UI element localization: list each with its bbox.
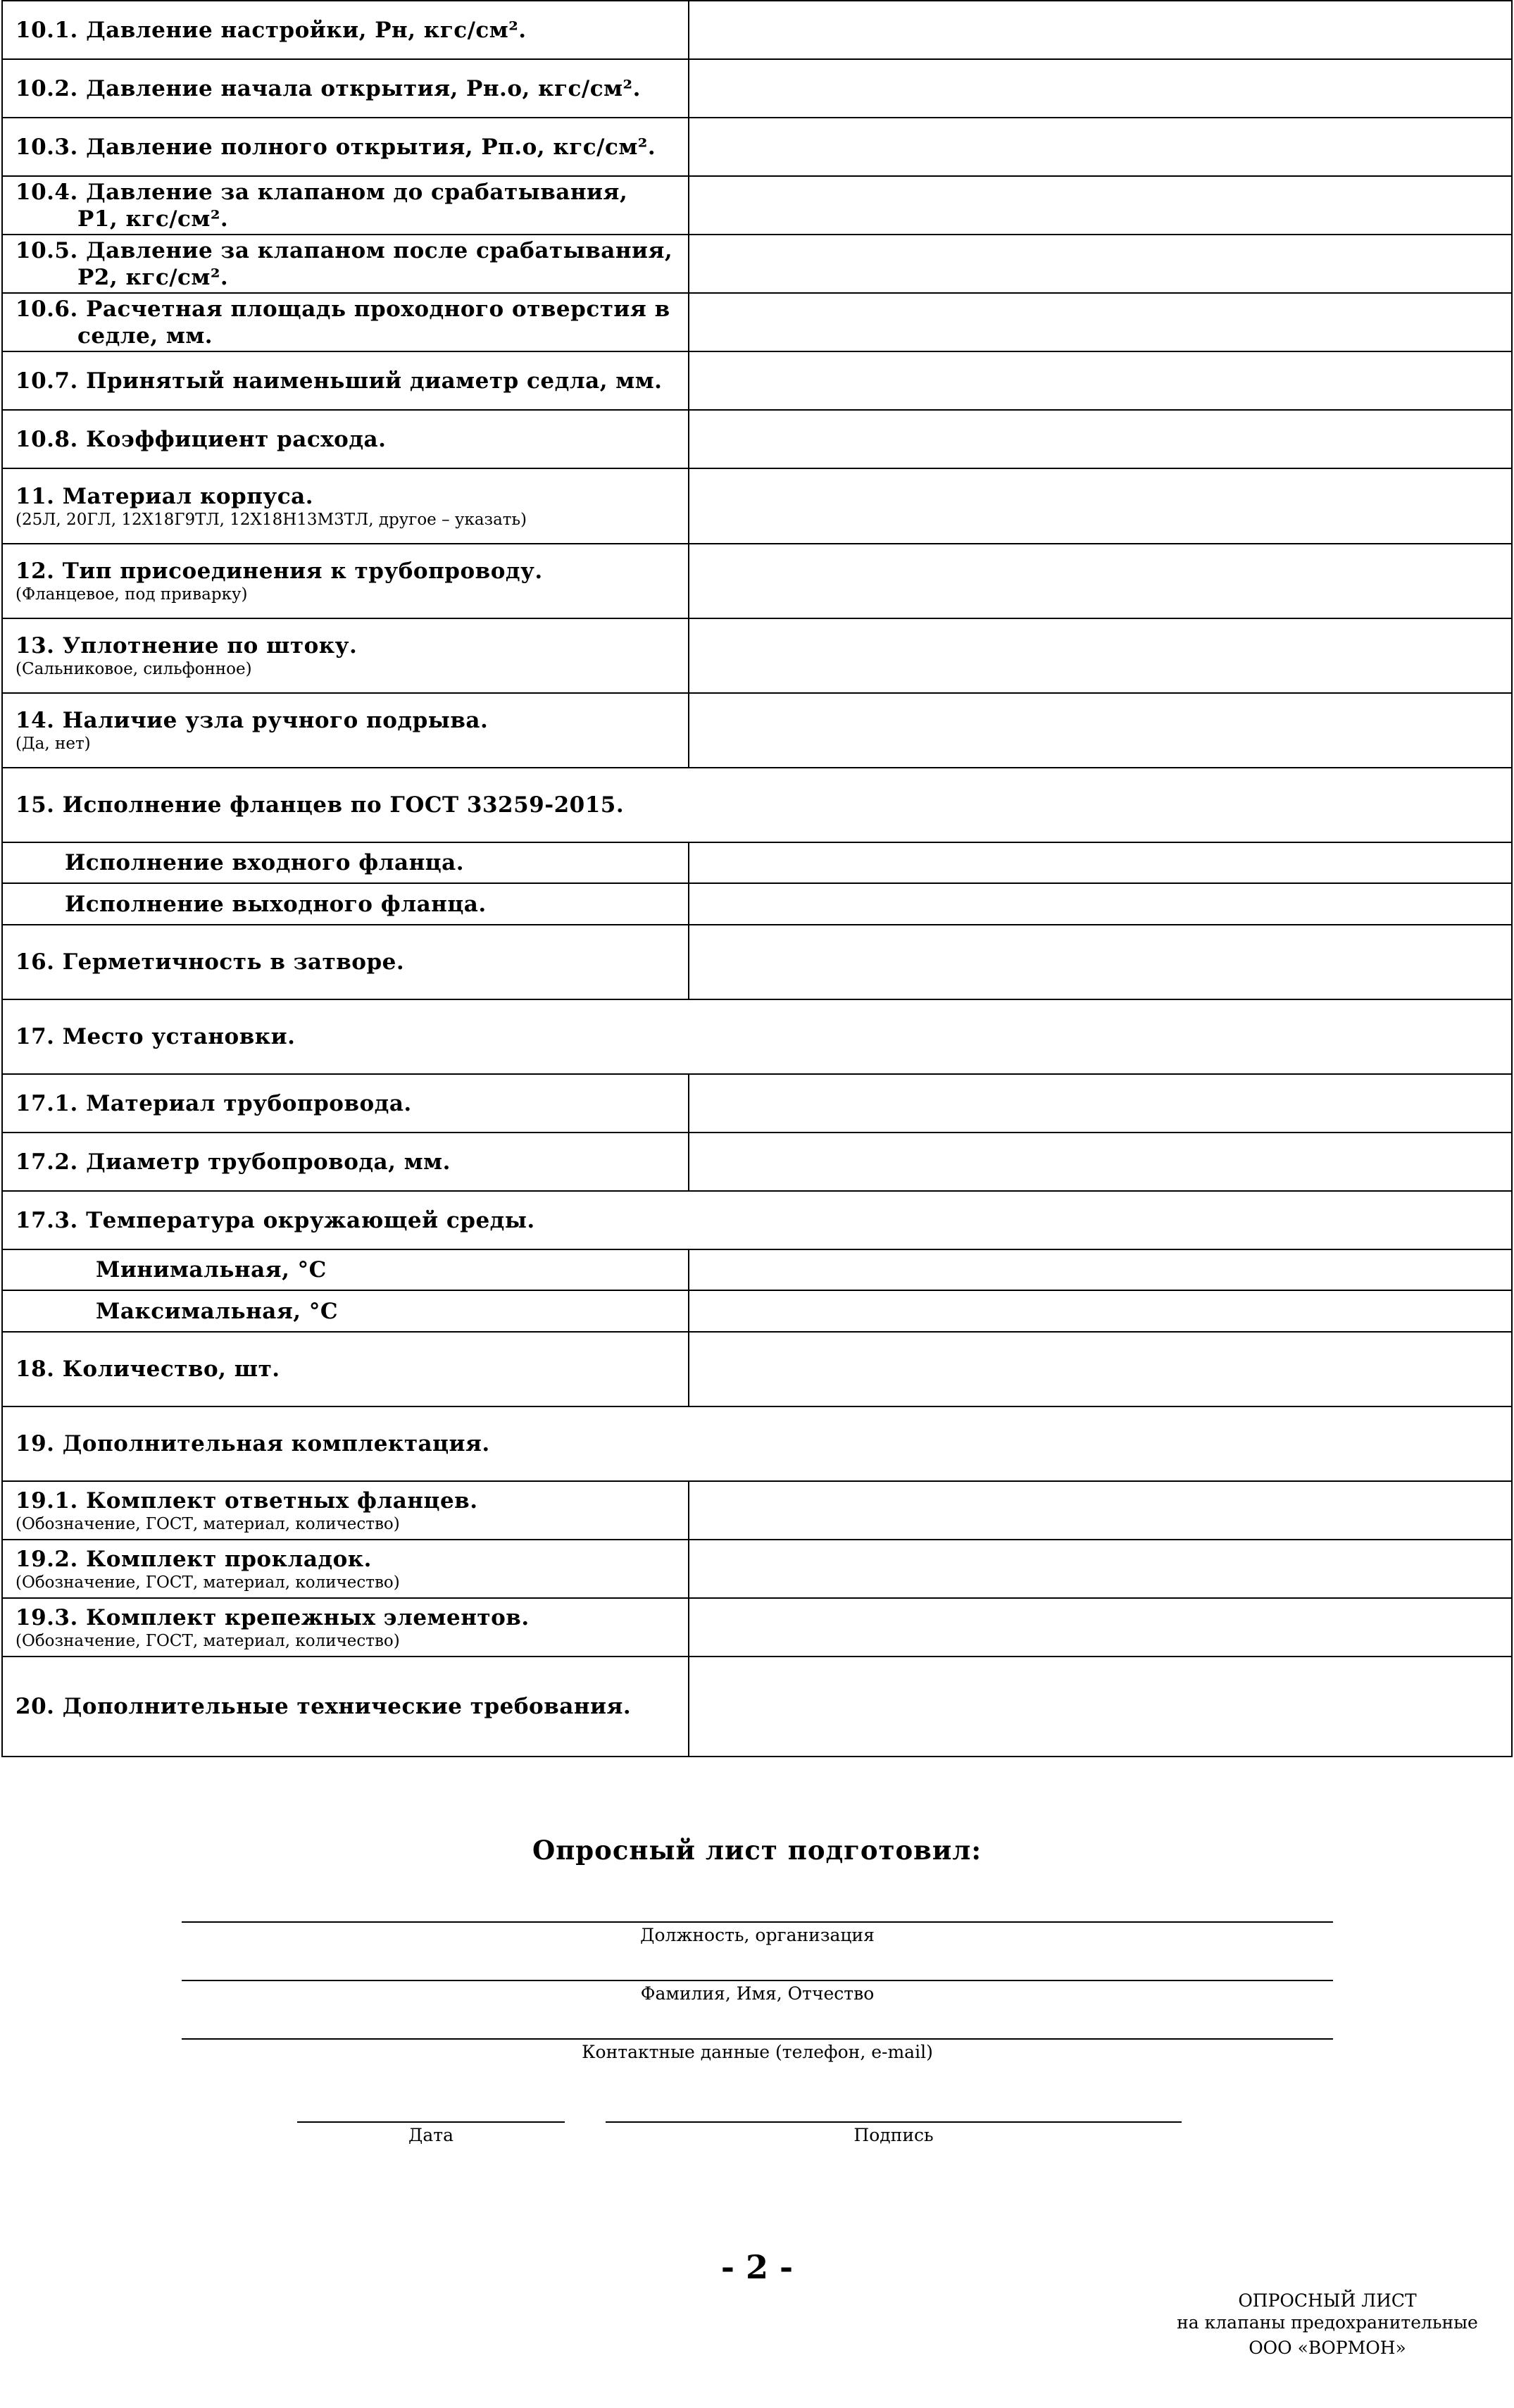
table-row (2, 883, 1512, 925)
position-caption: Должность, организация (640, 1925, 875, 1945)
contacts-signature-line[interactable] (182, 2038, 1333, 2040)
table-row (2, 768, 1512, 842)
table-row (2, 925, 1512, 999)
value-cell[interactable] (689, 544, 1512, 618)
table-row (2, 1481, 1512, 1540)
table-row (2, 1540, 1512, 1598)
table-row (2, 235, 1512, 293)
row-label: Максимальная, °С (2, 1290, 689, 1332)
footer-doc-subtitle: на клапаны предохранительные (1177, 2312, 1478, 2333)
table-row (2, 842, 1512, 883)
table-row (2, 1191, 1512, 1249)
table-row (2, 618, 1512, 693)
name-caption: Фамилия, Имя, Отчество (640, 1983, 875, 2004)
signature-heading: Опросный лист подготовил: (532, 1835, 982, 1866)
table-row (2, 351, 1512, 410)
value-cell[interactable] (689, 1, 1512, 59)
table-row (2, 1406, 1512, 1481)
row-label: Исполнение выходного фланца. (2, 883, 689, 925)
row-label: 17.1. Материал трубопровода. (2, 1074, 689, 1133)
row-label: 17.2. Диаметр трубопровода, мм. (2, 1133, 689, 1191)
row-hint: (25Л, 20ГЛ, 12Х18Г9ТЛ, 12Х18Н13М3ТЛ, другое – указать) (15, 510, 527, 529)
table-row (2, 293, 1512, 351)
table-row (2, 410, 1512, 468)
table-row (2, 1598, 1512, 1657)
row-label: 10.5. Давление за клапаном после срабатывания, P2, кгс/см². (2, 235, 689, 293)
value-cell[interactable] (689, 1290, 1512, 1332)
row-label: 14. Наличие узла ручного подрыва. (Да, нет) (2, 693, 689, 768)
value-cell[interactable] (689, 1133, 1512, 1191)
footer-doc-title: ОПРОСНЫЙ ЛИСТ (1238, 2290, 1417, 2311)
row-label: 19.3. Комплект крепежных элементов. (Обозначение, ГОСТ, материал, количество) (2, 1598, 689, 1657)
date-signature-line[interactable] (297, 2121, 565, 2123)
table-row (2, 999, 1512, 1074)
table-row (2, 59, 1512, 118)
row-label: 16. Герметичность в затворе. (2, 925, 689, 999)
value-cell[interactable] (689, 235, 1512, 293)
table-row (2, 1332, 1512, 1406)
value-cell[interactable] (689, 883, 1512, 925)
row-label: 10.1. Давление настройки, Pн, кгс/см². (2, 1, 689, 59)
row-hint: (Обозначение, ГОСТ, материал, количество) (15, 1573, 400, 1592)
row-label: 10.3. Давление полного открытия, Pп.о, кгс/см². (2, 118, 689, 176)
row-label: 10.2. Давление начала открытия, Pн.о, кгс/см². (2, 59, 689, 118)
value-cell[interactable] (689, 1657, 1512, 1757)
row-hint: (Обозначение, ГОСТ, материал, количество) (15, 1514, 400, 1533)
date-caption: Дата (408, 2125, 453, 2145)
row-label: 10.7. Принятый наименьший диаметр седла, мм. (2, 351, 689, 410)
row-label: 11. Материал корпуса. (25Л, 20ГЛ, 12Х18Г9ТЛ, 12Х18Н13М3ТЛ, другое – указать) (2, 468, 689, 544)
value-cell[interactable] (689, 1332, 1512, 1406)
row-label: 12. Тип присоединения к трубопроводу. (Фланцевое, под приварку) (2, 544, 689, 618)
value-cell[interactable] (689, 842, 1512, 883)
table-row (2, 1657, 1512, 1757)
section-header: 15. Исполнение фланцев по ГОСТ 33259-2015. (2, 768, 1512, 842)
row-hint: (Сальниковое, сильфонное) (15, 660, 252, 678)
sign-signature-line[interactable] (606, 2121, 1182, 2123)
table-row (2, 1074, 1512, 1133)
row-label: 19.1. Комплект ответных фланцев. (Обозначение, ГОСТ, материал, количество) (2, 1481, 689, 1540)
sign-caption: Подпись (853, 2125, 934, 2145)
row-label: 10.6. Расчетная площадь проходного отверстия в седле, мм. (2, 293, 689, 351)
value-cell[interactable] (689, 468, 1512, 544)
contacts-caption: Контактные данные (телефон, e-mail) (582, 2042, 933, 2062)
name-signature-line[interactable] (182, 1980, 1333, 1981)
value-cell[interactable] (689, 1481, 1512, 1540)
table-row (2, 1249, 1512, 1290)
value-cell[interactable] (689, 693, 1512, 768)
value-cell[interactable] (689, 618, 1512, 693)
value-cell[interactable] (689, 1540, 1512, 1598)
value-cell[interactable] (689, 410, 1512, 468)
table-row (2, 1133, 1512, 1191)
value-cell[interactable] (689, 1249, 1512, 1290)
section-header: 17.3. Температура окружающей среды. (2, 1191, 1512, 1249)
row-label: 10.8. Коэффициент расхода. (2, 410, 689, 468)
value-cell[interactable] (689, 351, 1512, 410)
section-header: 19. Дополнительная комплектация. (2, 1406, 1512, 1481)
value-cell[interactable] (689, 1598, 1512, 1657)
row-label: 18. Количество, шт. (2, 1332, 689, 1406)
table-row (2, 468, 1512, 544)
page-number: - 2 - (720, 2248, 794, 2286)
footer-company: ООО «ВОРМОН» (1249, 2338, 1406, 2358)
position-signature-line[interactable] (182, 1921, 1333, 1923)
value-cell[interactable] (689, 59, 1512, 118)
table-row (2, 1290, 1512, 1332)
row-label: 19.2. Комплект прокладок. (Обозначение, ГОСТ, материал, количество) (2, 1540, 689, 1598)
value-cell[interactable] (689, 118, 1512, 176)
row-hint: (Фланцевое, под приварку) (15, 585, 248, 604)
row-label: 10.4. Давление за клапаном до срабатывания, P1, кгс/см². (2, 176, 689, 235)
value-cell[interactable] (689, 1074, 1512, 1133)
section-header: 17. Место установки. (2, 999, 1512, 1074)
table-row (2, 1, 1512, 59)
table-row (2, 176, 1512, 235)
row-label: 13. Уплотнение по штоку. (Сальниковое, сильфонное) (2, 618, 689, 693)
value-cell[interactable] (689, 925, 1512, 999)
row-label: Минимальная, °С (2, 1249, 689, 1290)
row-hint: (Да, нет) (15, 735, 91, 753)
table-row (2, 544, 1512, 618)
questionnaire-table (1, 0, 1513, 1757)
table-row (2, 118, 1512, 176)
table-row (2, 693, 1512, 768)
value-cell[interactable] (689, 293, 1512, 351)
row-label: 20. Дополнительные технические требования. (2, 1657, 689, 1757)
row-hint: (Обозначение, ГОСТ, материал, количество) (15, 1631, 400, 1650)
value-cell[interactable] (689, 176, 1512, 235)
row-label: Исполнение входного фланца. (2, 842, 689, 883)
